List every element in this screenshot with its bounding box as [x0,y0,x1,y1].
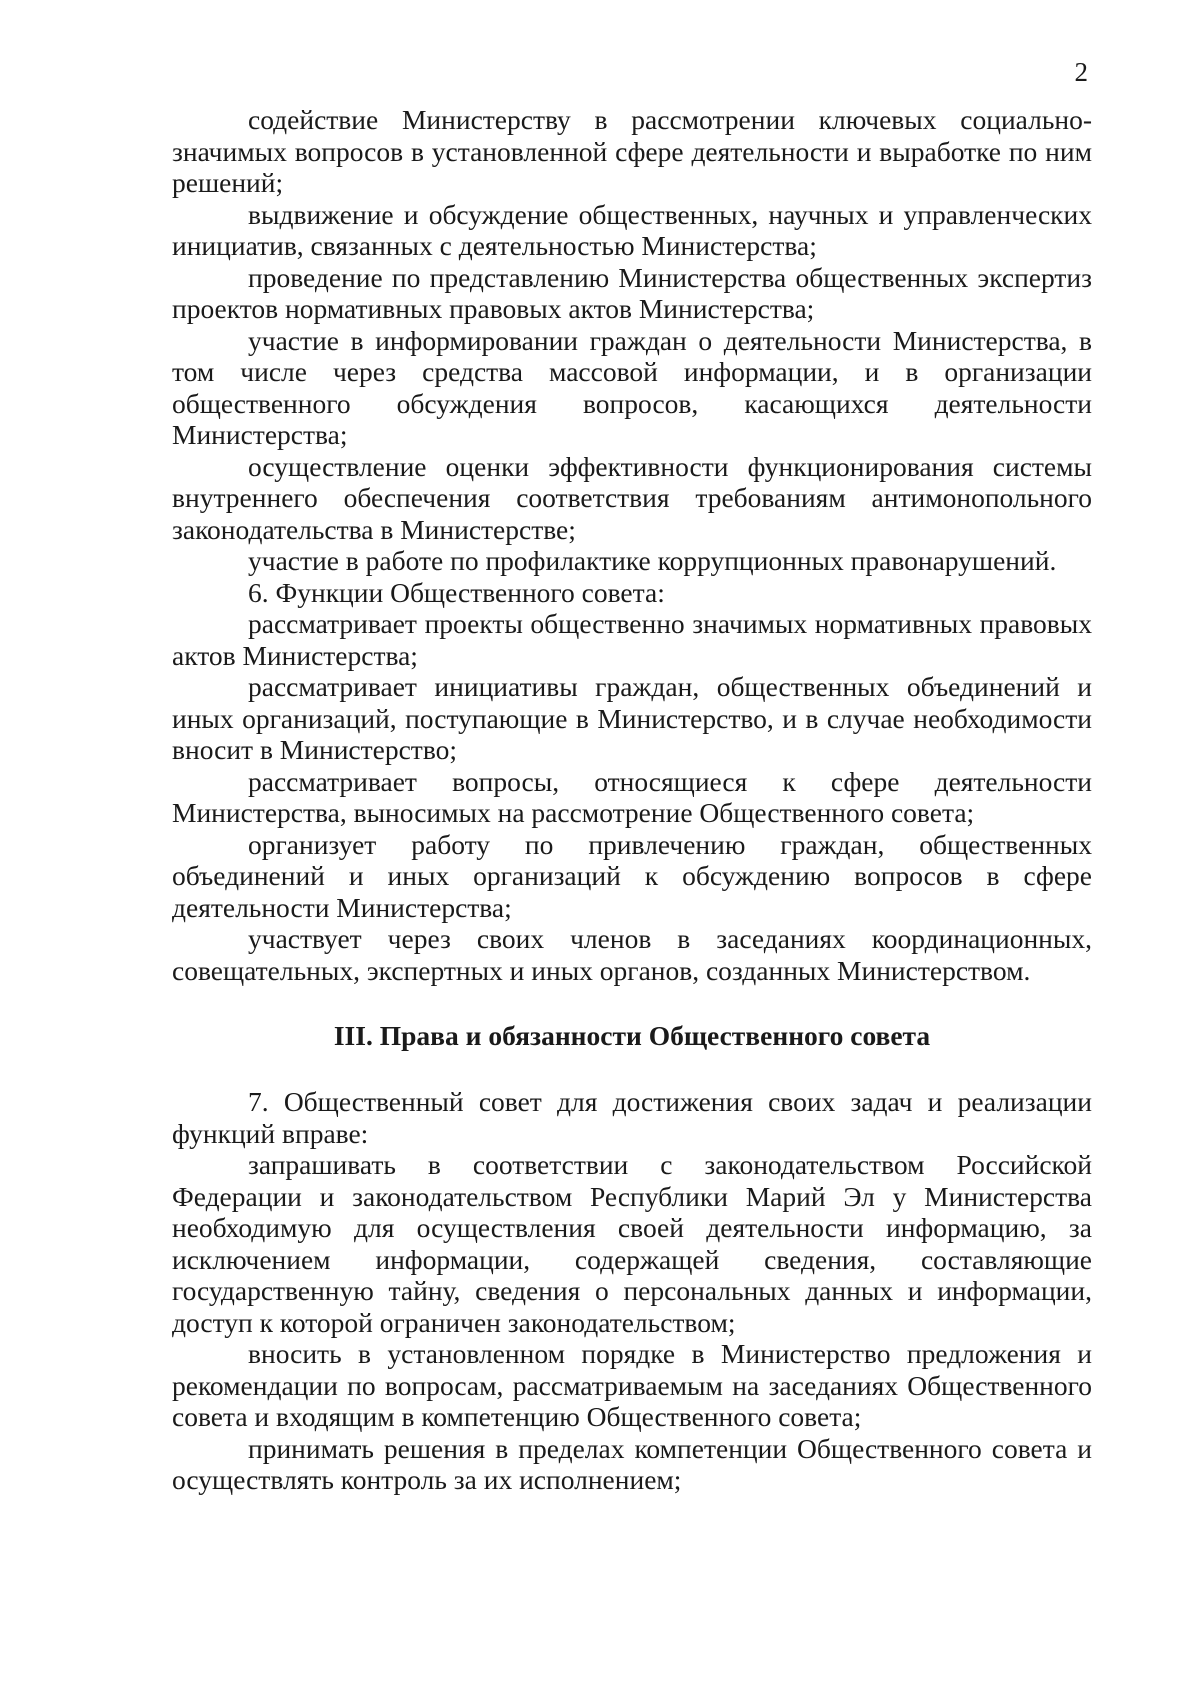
paragraph-submit-proposals: вносить в установленном порядке в Министерство предложения и рекомендации по вопросам, рассматриваемым на заседаниях Общественного совета и входящим в компетенцию Общественного совета; [172,1338,1092,1432]
paragraph-rights-intro: 7. Общественный совет для достижения своих задач и реализации функций вправе: [172,1086,1092,1149]
paragraph-functions-title: 6. Функции Общественного совета: [248,576,665,608]
document-body [172,104,1092,1496]
paragraph-request-information: запрашивать в соответствии с законодательством Российской Федерации и законодательством Республики Марий Эл у Министерства необходимую для осуществления своей деятельности информацию, за исключением информации, содержащей сведения, составляющие государственную тайну, сведения о персональных данных и информации, доступ к которой ограничен законодательством; [172,1149,1092,1338]
paragraph-evaluation: осуществление оценки эффективности функционирования системы внутреннего обеспечения соответствия требованиям антимонопольного законодательства в Министерстве; [172,450,1092,545]
page-number: 2 [1074,57,1088,87]
paragraph-participates: участвует через своих членов в заседаниях координационных, совещательных, экспертных и иных органов, созданных Министерством. [172,923,1092,986]
paragraph-initiatives: выдвижение и обсуждение общественных, научных и управленческих инициатив, связанных с деятельностью Министерства; [172,198,1092,261]
paragraph-make-decisions: принимать решения в пределах компетенции Общественного совета и осуществлять контроль за их исполнением; [172,1432,1092,1495]
section-heading: III. Права и обязанности Общественного совета [333,1020,931,1051]
paragraph-expertise: проведение по представлению Министерства общественных экспертиз проектов нормативных правовых актов Министерства; [172,261,1092,324]
paragraph-reviews-questions: рассматривает вопросы, относящиеся к сфере деятельности Министерства, выносимых на рассмотрение Общественного совета; [172,765,1092,828]
paragraph-assistance: содействие Министерству в рассмотрении ключевых социально-значимых вопросов в установленной сфере деятельности и выработке по ним решений; [172,104,1092,198]
paragraph-organizes-work: организует работу по привлечению граждан, общественных объединений и иных организаций к обсуждению вопросов в сфере деятельности Министерства; [172,828,1092,923]
paragraph-anticorruption: участие в работе по профилактике коррупционных правонарушений. [248,545,1057,576]
paragraph-informing: участие в информировании граждан о деятельности Министерства, в том числе через средства массовой информации, и в организации общественного обсуждения вопросов, касающихся деятельности Министерства; [172,324,1092,450]
paragraph-reviews-citizen-initiatives: рассматривает инициативы граждан, общественных объединений и иных организаций, поступающие в Министерство, и в случае необходимости вносит в Министерство; [172,671,1092,765]
paragraph-reviews-drafts: рассматривает проекты общественно значимых нормативных правовых актов Министерства; [172,608,1092,671]
